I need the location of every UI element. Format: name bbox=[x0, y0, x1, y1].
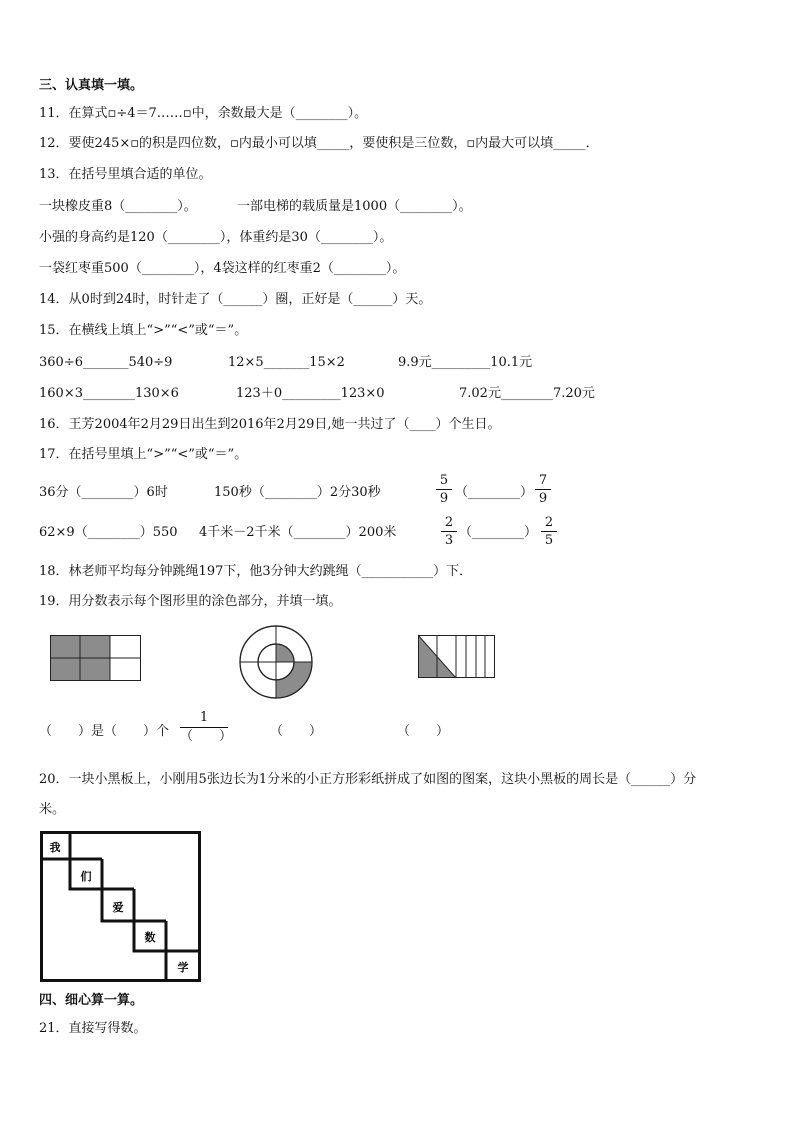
question-14: 14．从0时到24时，时针走了（______）圈，正好是（______）天。 bbox=[39, 292, 432, 307]
question-17-item: 36分（________）6时 bbox=[39, 485, 168, 500]
question-19-answer-3: （ ） bbox=[397, 724, 450, 739]
question-13-b: 一部电梯的载质量是1000（________）。 bbox=[237, 199, 472, 214]
square-char: 学 bbox=[177, 961, 189, 974]
question-20-line-1: 20．一块小黑板上，小刚用5张边长为1分米的小正方形彩纸拼成了如图的图案，这块小黑板的周长是（______）分 bbox=[39, 772, 697, 787]
square-char: 们 bbox=[80, 870, 92, 883]
square-char: 爱 bbox=[112, 901, 124, 914]
question-17-stem: 17．在括号里填上“>”“<”或“＝”。 bbox=[39, 447, 248, 462]
question-17-item: （________） bbox=[459, 525, 538, 540]
question-20-line-2: 米。 bbox=[39, 802, 66, 817]
fraction-2-3: 2 3 bbox=[441, 515, 457, 548]
question-13-c: 小强的身高约是120（________），体重约是30（________）。 bbox=[39, 230, 393, 245]
square-char: 数 bbox=[144, 931, 156, 944]
question-15-item: 7.02元________7.20元 bbox=[459, 386, 595, 401]
question-15-item: 123＋0_________123×0 bbox=[236, 386, 385, 401]
question-17-item: 4千米－2千米（________）200米 bbox=[199, 525, 397, 540]
question-11: 11．在算式▫÷4＝7……▫中，余数最大是（________）。 bbox=[39, 106, 368, 121]
question-18: 18．林老师平均每分钟跳绳197下，他3分钟大约跳绳（___________）下． bbox=[39, 564, 473, 579]
question-12: 12．要使245×▫的积是四位数，▫内最小可以填_____，要使积是三位数，▫内最大可以填_____． bbox=[39, 136, 599, 151]
grid-figure bbox=[50, 635, 142, 681]
section-3-title: 三、认真填一填。 bbox=[39, 78, 144, 93]
strip-figure bbox=[418, 635, 496, 679]
question-15-item: 360÷6_______540÷9 bbox=[39, 355, 173, 370]
question-19-answer-2: （ ） bbox=[270, 724, 323, 739]
question-21: 21．直接写得数。 bbox=[39, 1021, 147, 1036]
fraction-2-5: 2 5 bbox=[541, 515, 557, 548]
fraction-7-9: 7 9 bbox=[535, 473, 551, 506]
question-13-a: 一块橡皮重8（________）。 bbox=[39, 199, 197, 214]
question-13-stem: 13．在括号里填合适的单位。 bbox=[39, 167, 212, 182]
question-17-item: 150秒（________）2分30秒 bbox=[214, 485, 381, 500]
question-16: 16．王芳2004年2月29日出生到2016年2月29日,她一共过了（____）个生日。 bbox=[39, 417, 501, 432]
question-19-stem: 19．用分数表示每个图形里的涂色部分，并填一填。 bbox=[39, 594, 342, 609]
question-15-item: 9.9元_________10.1元 bbox=[398, 355, 533, 370]
question-13-d: 一袋红枣重500（________），4袋这样的红枣重2（________）。 bbox=[39, 261, 406, 276]
question-17-item: 62×9（________）550 bbox=[39, 525, 178, 540]
question-15-stem: 15．在横线上填上“>”“<”或“＝”。 bbox=[39, 323, 248, 338]
question-17-item: （________） bbox=[455, 485, 534, 500]
section-4-title: 四、细心算一算。 bbox=[39, 993, 144, 1008]
fraction-5-9: 5 9 bbox=[436, 473, 452, 506]
blackboard-figure bbox=[40, 831, 202, 983]
circle-figure bbox=[238, 624, 314, 700]
question-19-answer-1: （ ）是（ ）个 bbox=[39, 724, 170, 739]
fraction-unit: 1 （ ） bbox=[180, 710, 233, 744]
question-15-item: 12×5_______15×2 bbox=[228, 355, 345, 370]
question-15-item: 160×3________130×6 bbox=[39, 386, 179, 401]
square-char: 我 bbox=[49, 841, 61, 854]
